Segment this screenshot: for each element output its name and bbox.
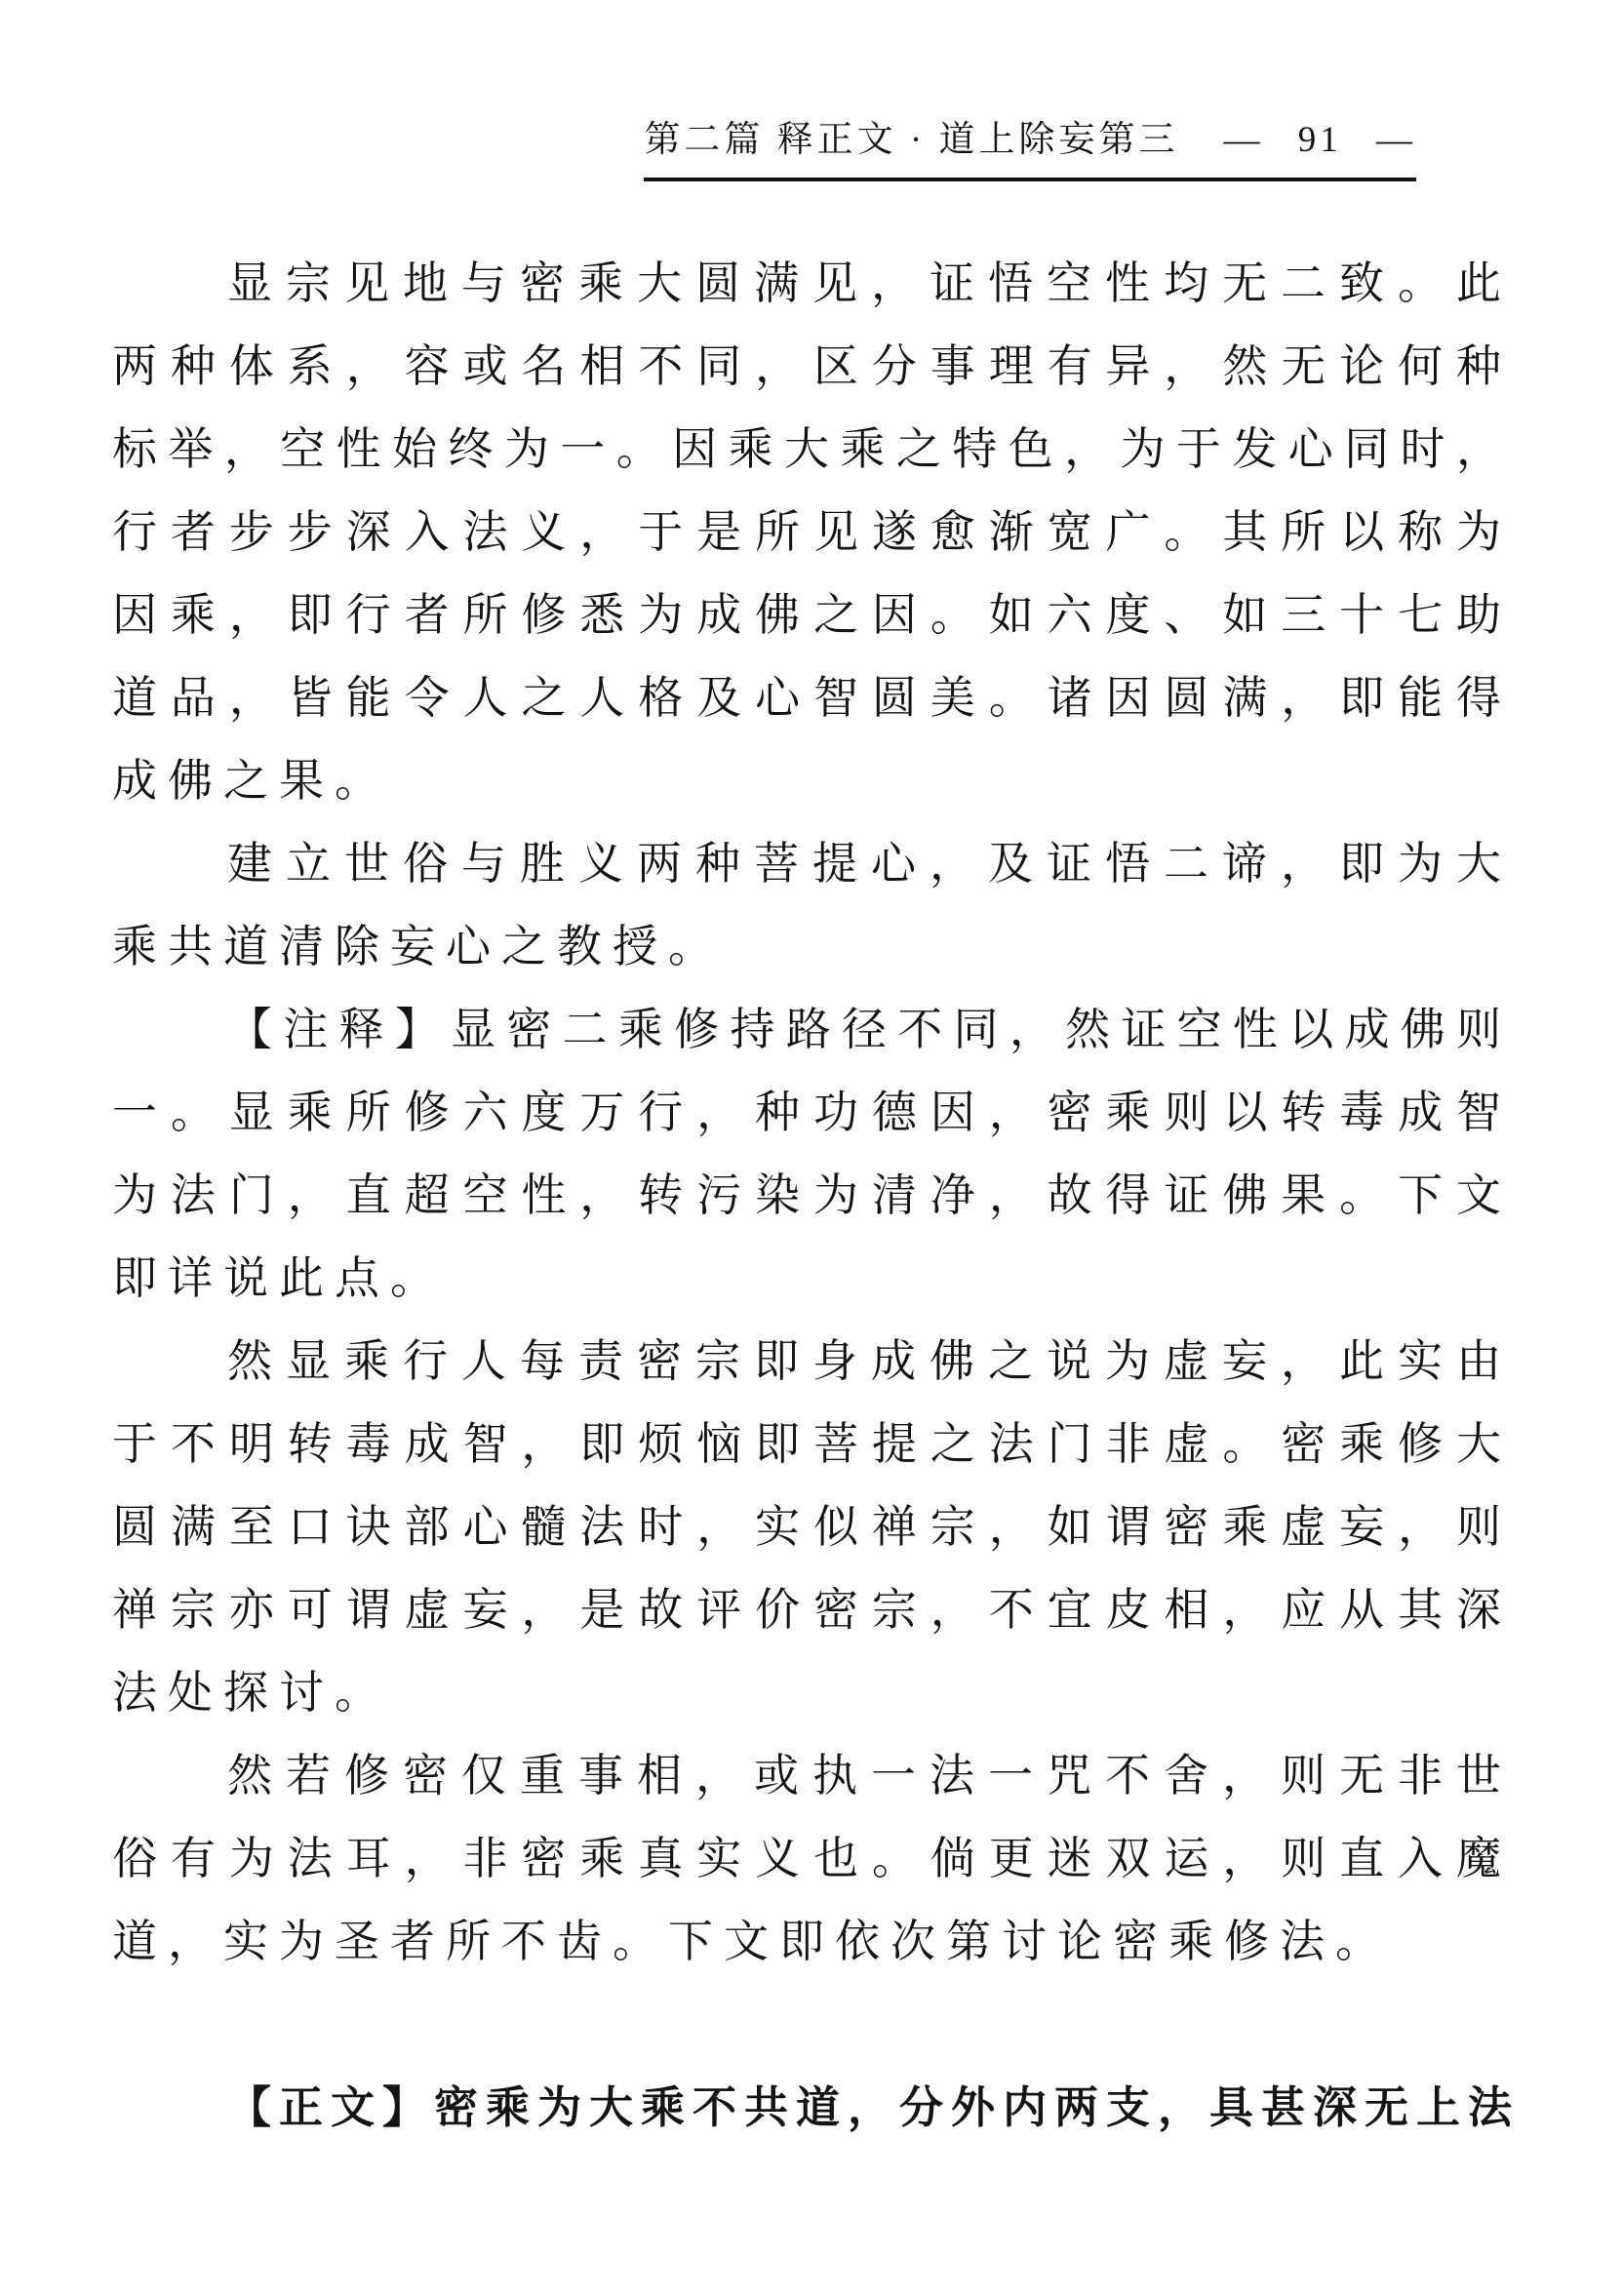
text-line: 即详说此点。	[112, 1253, 446, 1303]
text-line: 于不明转毒成智，即烦恼即菩提之法门非虚。密乘修大	[112, 1419, 1512, 1469]
text-line: 因乘，即行者所修悉为成佛之因。如六度、如三十七助	[112, 590, 1512, 640]
text-line: 成佛之果。	[112, 756, 390, 806]
text-line: 法处探讨。	[112, 1668, 390, 1718]
text-line: 建立世俗与胜义两种菩提心，及证悟二谛，即为大	[227, 839, 1512, 889]
text-line: 行者步步深入法义，于是所见遂愈渐宽广。其所以称为	[112, 507, 1512, 557]
main-text-paragraph	[112, 2066, 1521, 2149]
text-body	[112, 181, 1521, 2149]
text-line: 标举，空性始终为一。因乘大乘之特色，为于发心同时，	[112, 424, 1512, 474]
paragraph	[112, 1734, 1512, 1983]
page-number: — 91 —	[1223, 120, 1416, 160]
text-line: 然显乘行人每责密宗即身成佛之说为虚妄，此实由	[227, 1336, 1512, 1386]
text-line: 【注释】显密二乘修持路径不同，然证空性以成佛则	[227, 1005, 1512, 1054]
text-line: 道，实为圣者所不齿。下文即依次第讨论密乘修法。	[112, 1917, 1391, 1966]
running-head	[644, 109, 1416, 181]
text-line: 为法门，直超空性，转污染为清净，故得证佛果。下文	[112, 1170, 1512, 1220]
text-line: 乘共道清除妄心之教授。	[112, 922, 724, 971]
text-line: 【正文】密乘为大乘不共道，分外内两支，具甚深无上法	[227, 2082, 1521, 2132]
text-line: 一。显乘所修六度万行，种功德因，密乘则以转毒成智	[112, 1088, 1512, 1137]
chapter-title: 第二篇 释正文 · 道上除妄第三	[644, 120, 1179, 160]
text-line: 道品，皆能令人之人格及心智圆美。诸因圆满，即能得	[112, 673, 1512, 723]
paragraph	[112, 1320, 1512, 1734]
paragraph	[112, 242, 1512, 822]
text-line: 显宗见地与密乘大圆满见，证悟空性均无二致。此	[227, 258, 1512, 308]
text-line: 圆满至口诀部心髓法时，实似禅宗，如谓密乘虚妄，则	[112, 1502, 1512, 1552]
text-line: 然若修密仅重事相，或执一法一咒不舍，则无非世	[227, 1751, 1512, 1801]
text-line: 两种体系，容或名相不同，区分事理有异，然无论何种	[112, 341, 1512, 391]
text-line: 禅宗亦可谓虚妄，是故评价密宗，不宜皮相，应从其深	[112, 1585, 1512, 1635]
paragraph	[112, 988, 1512, 1320]
paragraph	[112, 822, 1512, 988]
page-header	[0, 0, 1623, 181]
text-line: 俗有为法耳，非密乘真实义也。倘更迷双运，则直入魔	[112, 1834, 1512, 1883]
